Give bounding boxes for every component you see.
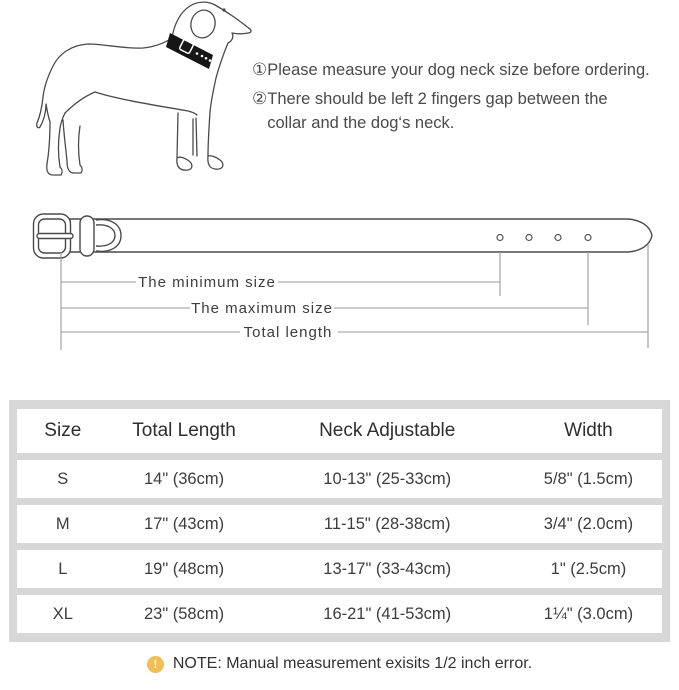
column-header-width: Width [564, 420, 613, 441]
belt-strap [70, 219, 652, 252]
size-cell: M [55, 514, 70, 533]
size-cell: S [57, 469, 69, 488]
dog-ear [188, 7, 218, 40]
width-cell: 1" (2.5cm) [550, 559, 627, 578]
dog-thigh-line [65, 92, 95, 113]
dog-front-leg-near [196, 112, 223, 169]
size-table-header-row [17, 409, 662, 453]
instruction-item [252, 58, 676, 82]
dog-front-leg-far [177, 113, 193, 170]
neck-adjustable-cell: 16-21" (41-53cm) [323, 604, 452, 623]
column-header-total-length: Total Length [132, 420, 236, 441]
dog-belly-line [95, 92, 197, 115]
measuring-instructions [252, 58, 676, 140]
total-length-cell: 19" (48cm) [143, 559, 225, 578]
column-header-neck-adjustable: Neck Adjustable [319, 420, 456, 441]
neck-adjustable-cell: 10-13" (25-33cm) [323, 469, 452, 488]
total-length-cell: 14" (36cm) [143, 469, 225, 488]
instruction-text: Please measure your dog neck size before ordering. [267, 61, 650, 79]
dog-collar [166, 33, 213, 69]
table-row [17, 595, 662, 633]
belt-prong [37, 234, 73, 239]
neck-adjustable-cell: 11-15" (28-38cm) [323, 514, 451, 533]
width-cell: 1¼" (3.0cm) [543, 604, 634, 623]
measurement-note [0, 655, 679, 673]
belt-keeper [80, 216, 94, 256]
table-row [17, 505, 662, 543]
width-cell: 3/4" (2.0cm) [543, 514, 634, 533]
collar-measurement-diagram [0, 195, 679, 355]
table-row [17, 460, 662, 498]
total-length-cell: 23" (58cm) [143, 604, 225, 623]
instruction-item [252, 87, 676, 135]
size-cell: XL [52, 604, 73, 623]
width-cell: 5/8" (1.5cm) [543, 469, 634, 488]
dog-illustration [25, 0, 260, 200]
column-header-size: Size [44, 420, 82, 441]
circled-number-2-icon: ② [252, 89, 268, 108]
min-size-label: The minimum size [138, 274, 276, 291]
dog-eye [222, 8, 225, 11]
max-size-label: The maximum size [191, 300, 333, 317]
circled-number-1-icon: ① [252, 60, 268, 79]
dog-rear-leg-far [63, 120, 82, 173]
neck-adjustable-cell: 13-17" (33-43cm) [323, 559, 452, 578]
size-cell: L [58, 559, 68, 578]
total-length-label: Total length [243, 324, 333, 341]
size-table [9, 400, 670, 642]
dog-back-tail-outline [37, 38, 172, 175]
total-length-cell: 17" (43cm) [143, 514, 225, 533]
exclamation-icon: ! [147, 656, 164, 673]
instruction-text: There should be left 2 fingers gap between the collar and the dog‘s neck. [267, 90, 608, 132]
note-text: NOTE: Manual measurement exisits 1/2 inch error. [172, 655, 533, 672]
table-row [17, 550, 662, 588]
